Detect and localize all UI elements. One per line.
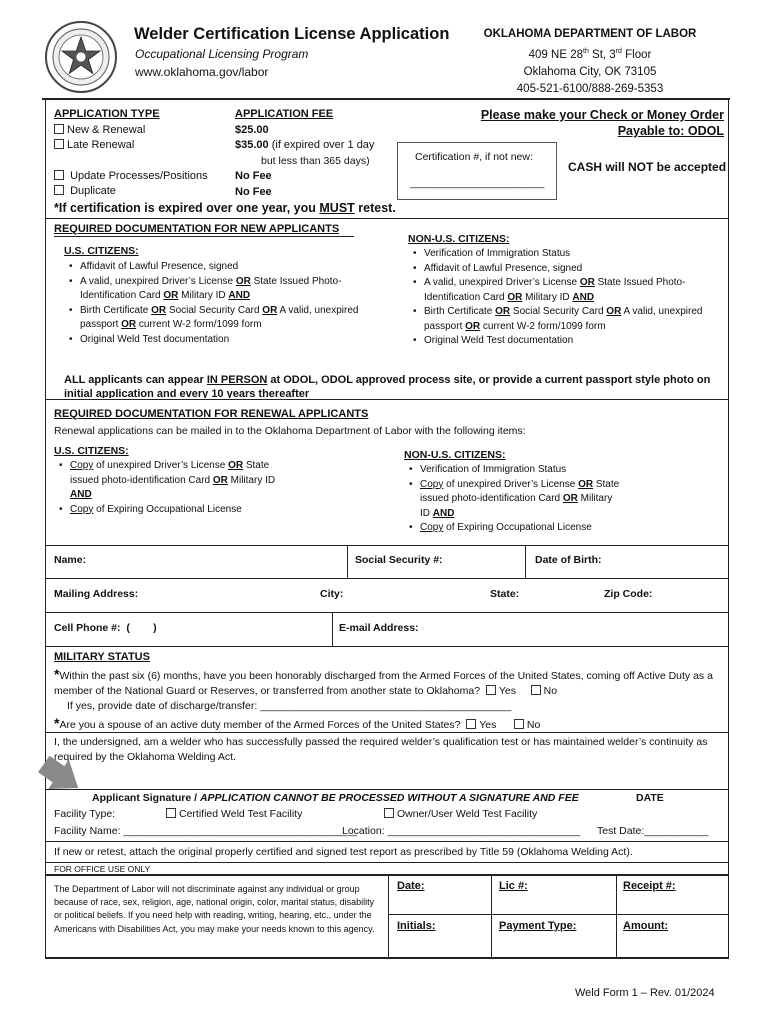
office-date-field[interactable]: Date: <box>397 880 425 892</box>
military-q1-yes-checkbox[interactable] <box>486 685 496 695</box>
office-use-heading: FOR OFFICE USE ONLY <box>54 864 151 874</box>
list-item: • Original Weld Test documentation <box>80 333 374 348</box>
late-renewal-checkbox[interactable] <box>54 139 64 149</box>
state-seal <box>44 20 118 94</box>
nondiscrimination-statement: The Department of Labor will not discriminate against any individual or group because of race, sex, religion, age, national origin, color, marital status, disability or political beliefs. If you need help with reading, writing, hearing, etc., under the Americans with Disabilities Act, you may make your needs known to this agency. <box>54 884 375 934</box>
facility-name-field[interactable]: Facility Name: ________________________________________ <box>54 825 358 837</box>
department-phone: 405-521-6100/888-269-5353 <box>516 82 664 95</box>
owner-facility-checkbox[interactable] <box>384 808 394 818</box>
payment-instruction: Please make your Check or Money Order Payable to: ODOL <box>480 108 724 138</box>
new-us-citizens <box>64 245 374 347</box>
department-city: Oklahoma City, OK 73105 <box>523 65 657 78</box>
military-q2-yes-checkbox[interactable] <box>466 719 476 729</box>
fee-late: $35.00 (if expired over 1 day <box>235 139 375 151</box>
office-amount-field[interactable]: Amount: <box>623 920 669 932</box>
military-question-2: *Are you a spouse of an active duty member of the Armed Forces of the United States? Yes No <box>54 715 541 731</box>
military-question-1: *Within the past six (6) months, have you been honorably discharged from the Armed Forces of the United States, coming off Active Duty as a member of the National Guard or Reserves, or transferred from another state to Oklahoma? Yes No <box>54 666 713 697</box>
list-item: • Copy of Expiring Occupational License <box>420 521 624 536</box>
list-item: • Affidavit of Lawful Presence, signed <box>80 260 374 275</box>
form-title: Welder Certification License Application <box>134 25 450 43</box>
retest-attach-note: If new or retest, attach the original properly certified and signed test report as prescribed by Title 59 (Oklahoma Welding Act). <box>54 846 633 858</box>
certification-box[interactable] <box>397 142 557 200</box>
list-item: • A valid, unexpired Driver’s License OR State Issued Photo-Identification Card OR Military ID AND <box>80 275 374 304</box>
signature-field[interactable]: Applicant Signature / APPLICATION CANNOT BE PROCESSED WITHOUT A SIGNATURE AND FEE <box>92 792 579 804</box>
application-fee-heading: APPLICATION FEE <box>235 108 334 120</box>
ssn-field[interactable]: Social Security #: <box>355 554 443 566</box>
application-fee-section <box>235 107 374 200</box>
office-payment-type-field[interactable]: Payment Type: <box>499 920 577 932</box>
renewal-non-us-heading: NON-U.S. CITIZENS: <box>404 449 506 461</box>
fee-update: No Fee <box>235 170 272 182</box>
fee-duplicate: No Fee <box>235 185 272 198</box>
email-field[interactable]: E-mail Address: <box>339 622 419 634</box>
department-address: 409 NE 28th St, 3rd Floor <box>528 48 652 61</box>
list-item: • Original Weld Test documentation <box>424 334 718 349</box>
new-non-us-heading: NON-U.S. CITIZENS: <box>408 233 510 245</box>
military-q2-no-checkbox[interactable] <box>514 719 524 729</box>
list-item: • Copy of Expiring Occupational License <box>70 503 284 518</box>
fee-new: $25.00 <box>235 123 269 136</box>
new-renewal-checkbox[interactable] <box>54 124 64 134</box>
office-receipt-field[interactable]: Receipt #: <box>623 880 676 892</box>
certified-facility-checkbox[interactable] <box>166 808 176 818</box>
duplicate-checkbox[interactable] <box>54 185 64 195</box>
city-field[interactable]: City: <box>320 588 344 600</box>
state-field[interactable]: State: <box>490 588 520 600</box>
update-option[interactable]: Update Processes/Positions <box>54 169 208 185</box>
military-q1-no-checkbox[interactable] <box>531 685 541 695</box>
list-item: • Verification of Immigration Status <box>420 463 624 478</box>
mailing-address-field[interactable]: Mailing Address: <box>54 588 139 600</box>
new-non-us-citizens <box>408 233 718 349</box>
update-checkbox[interactable] <box>54 170 64 180</box>
application-type-section <box>54 107 208 200</box>
list-item: • Affidavit of Lawful Presence, signed <box>424 262 718 277</box>
renewal-us-citizens <box>54 445 284 517</box>
renewal-us-heading: U.S. CITIZENS: <box>54 445 129 457</box>
new-applicants-heading: REQUIRED DOCUMENTATION FOR NEW APPLICANTS <box>54 223 340 235</box>
top-divider <box>42 98 730 100</box>
arrow-icon <box>36 756 86 796</box>
renewal-intro: Renewal applications can be mailed in to the Oklahoma Department of Labor with the following items: <box>54 425 526 437</box>
signature-date-field[interactable]: DATE <box>636 792 664 804</box>
list-item: • Copy of unexpired Driver’s License OR State issued photo-identification Card OR Military ID AND <box>420 478 624 522</box>
name-field[interactable]: Name: <box>54 554 87 566</box>
left-border <box>45 98 46 958</box>
office-initials-field[interactable]: Initials: <box>397 920 436 932</box>
application-type-heading: APPLICATION TYPE <box>54 108 160 120</box>
renewal-non-us-citizens <box>404 449 624 536</box>
list-item: • Copy of unexpired Driver’s License OR State issued photo-identification Card OR Military ID AND <box>70 459 284 503</box>
zip-field[interactable]: Zip Code: <box>604 588 653 600</box>
cash-notice: CASH will NOT be accepted <box>568 160 727 174</box>
certification-label: Certification #, if not new: <box>415 151 533 163</box>
test-date-field[interactable]: Test Date:___________ <box>597 825 709 837</box>
discharge-date-field[interactable]: If yes, provide date of discharge/transfer: ___________________________________________ <box>67 700 512 712</box>
website[interactable]: www.oklahoma.gov/labor <box>135 65 269 79</box>
late-renewal-option[interactable]: Late Renewal <box>54 138 208 154</box>
office-lic-field[interactable]: Lic #: <box>499 880 528 892</box>
location-field[interactable]: Location: _________________________________ <box>342 825 581 837</box>
department-block <box>465 26 715 98</box>
cell-phone-field[interactable]: Cell Phone #: ( ) <box>54 622 157 634</box>
duplicate-option[interactable]: Duplicate <box>54 184 208 200</box>
list-item: • Birth Certificate OR Social Security Card OR A valid, unexpired passport OR current W-2 form/1099 form <box>80 304 374 333</box>
retest-notice: *If certification is expired over one year, you MUST retest. <box>54 201 396 215</box>
list-item: • A valid, unexpired Driver’s License OR State Issued Photo-Identification Card OR Military ID AND <box>424 276 718 305</box>
dob-field[interactable]: Date of Birth: <box>535 554 602 566</box>
in-person-notice: ALL applicants can appear IN PERSON at ODOL, ODOL approved process site, or provide a current passport style photo on initial application and every 10 years thereafter <box>64 374 711 398</box>
military-heading: MILITARY STATUS <box>54 651 150 663</box>
renewal-applicants-heading: REQUIRED DOCUMENTATION FOR RENEWAL APPLICANTS <box>54 408 369 420</box>
certification-blank[interactable]: _______________________ <box>410 177 545 189</box>
facility-type-row: Facility Type: Certified Weld Test Facility Owner/User Weld Test Facility <box>54 808 538 820</box>
attestation-text: I, the undersigned, am a welder who has successfully passed the required welder’s qualification test or has maintained welder’s continuity as required by the Oklahoma Welding Act. <box>54 736 708 763</box>
list-item: • Birth Certificate OR Social Security Card OR A valid, unexpired passport OR current W-2 form/1099 form <box>424 305 718 334</box>
fee-late-note: but less than 365 days) <box>261 154 370 167</box>
form-revision: Weld Form 1 – Rev. 01/2024 <box>575 987 715 999</box>
right-border <box>728 98 729 958</box>
program-name: Occupational Licensing Program <box>135 47 309 61</box>
new-us-heading: U.S. CITIZENS: <box>64 245 139 257</box>
new-renewal-option[interactable]: New & Renewal <box>54 123 208 139</box>
list-item: • Verification of Immigration Status <box>424 247 718 262</box>
department-name: OKLAHOMA DEPARTMENT OF LABOR <box>483 28 697 40</box>
